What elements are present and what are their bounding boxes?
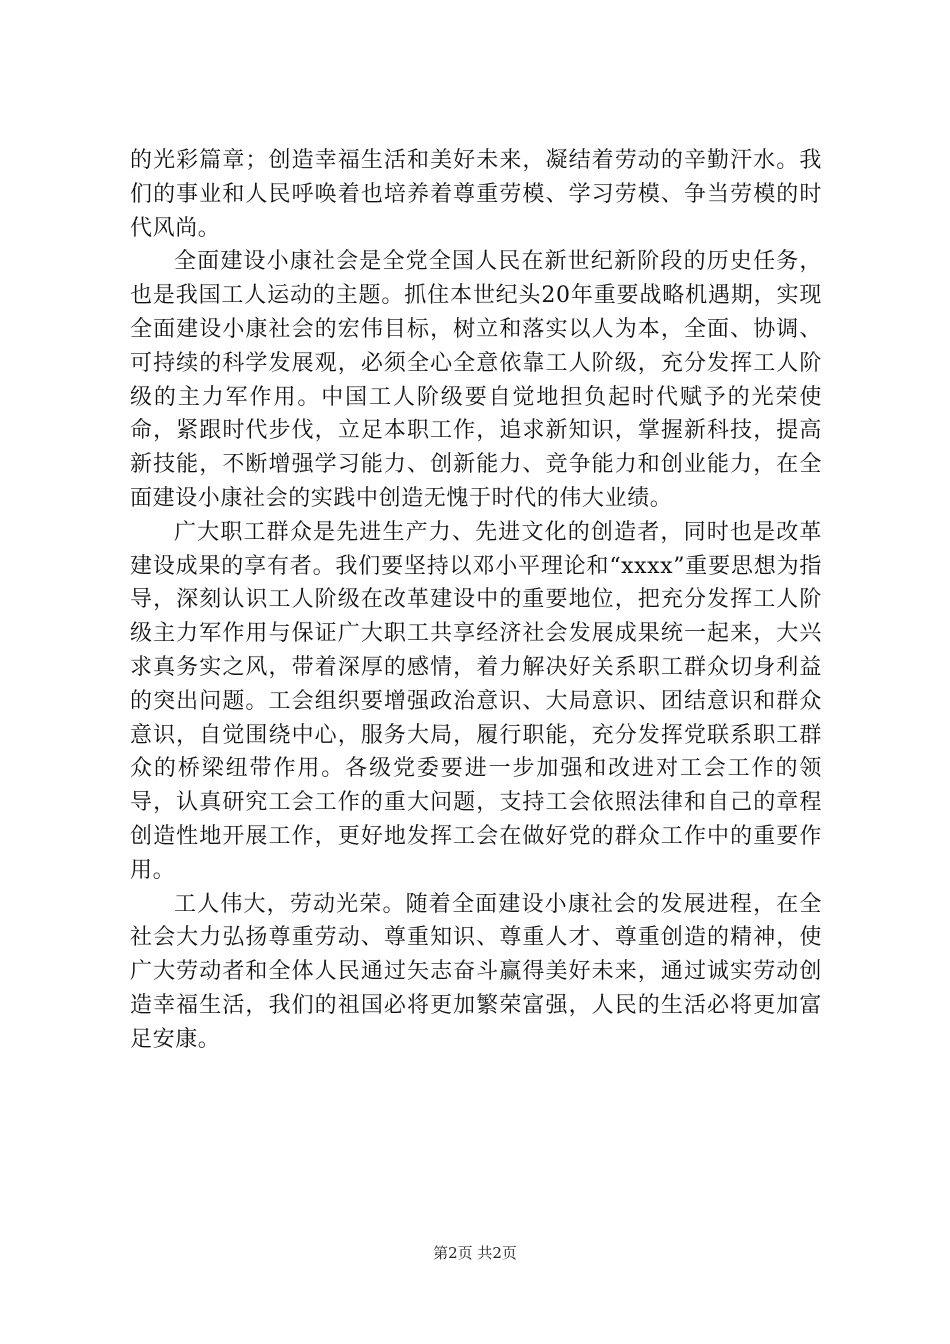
document-body bbox=[130, 144, 822, 1057]
paragraph-continuation: 的光彩篇章；创造幸福生活和美好未来，凝结着劳动的辛勤汗水。我们的事业和人民呼唤着也培养着尊重劳模、学习劳模、争当劳模的时代风尚。 bbox=[130, 148, 822, 241]
paragraph-xiaokang-society: 全面建设小康社会是全党全国人民在新世纪新阶段的历史任务，也是我国工人运动的主题。抓住本世纪头20年重要战略机遇期，实现全面建设小康社会的宏伟目标，树立和落实以人为本，全面、协调、可持续的科学发展观，必须全心全意依靠工人阶级，充分发挥工人阶级的主力军作用。中国工人阶级要自觉地担负起时代赋予的光荣使命，紧跟时代步伐，立足本职工作，追求新知识，掌握新科技，提高新技能，不断增强学习能力、创新能力、竞争能力和创业能力，在全面建设小康社会的实践中创造无愧于时代的伟大业绩。 bbox=[130, 249, 822, 511]
paragraph-workers-masses: 广大职工群众是先进生产力、先进文化的创造者，同时也是改革建设成果的享有者。我们要坚持以邓小平理论和“xxxx”重要思想为指导，深刻认识工人阶级在改革建设中的重要地位，把充分发挥工人阶级主力军作用与保证广大职工共享经济社会发展成果统一起来，大兴求真务实之风，带着深厚的感情，着力解决好关系职工群众切身利益的突出问题。工会组织要增强政治意识、大局意识、团结意识和群众意识，自觉围绕中心，服务大局，履行职能，充分发挥党联系职工群众的桥梁纽带作用。各级党委要进一步加强和改进对工会工作的领导，认真研究工会工作的重大问题，支持工会依照法律和自己的章程创造性地开展工作，更好地发挥工会在做好党的群众工作中的重要作用。 bbox=[130, 519, 822, 883]
page-number-indicator: 第2页 共2页 bbox=[433, 1244, 517, 1262]
paragraph-conclusion: 工人伟大，劳动光荣。随着全面建设小康社会的发展进程，在全社会大力弘扬尊重劳动、尊重知识、尊重人才、尊重创造的精神，使广大劳动者和全体人民通过矢志奋斗赢得美好未来，通过诚实劳动创造幸福生活，我们的祖国必将更加繁荣富强，人民的生活必将更加富足安康。 bbox=[130, 891, 822, 1052]
page-footer bbox=[0, 1243, 950, 1263]
